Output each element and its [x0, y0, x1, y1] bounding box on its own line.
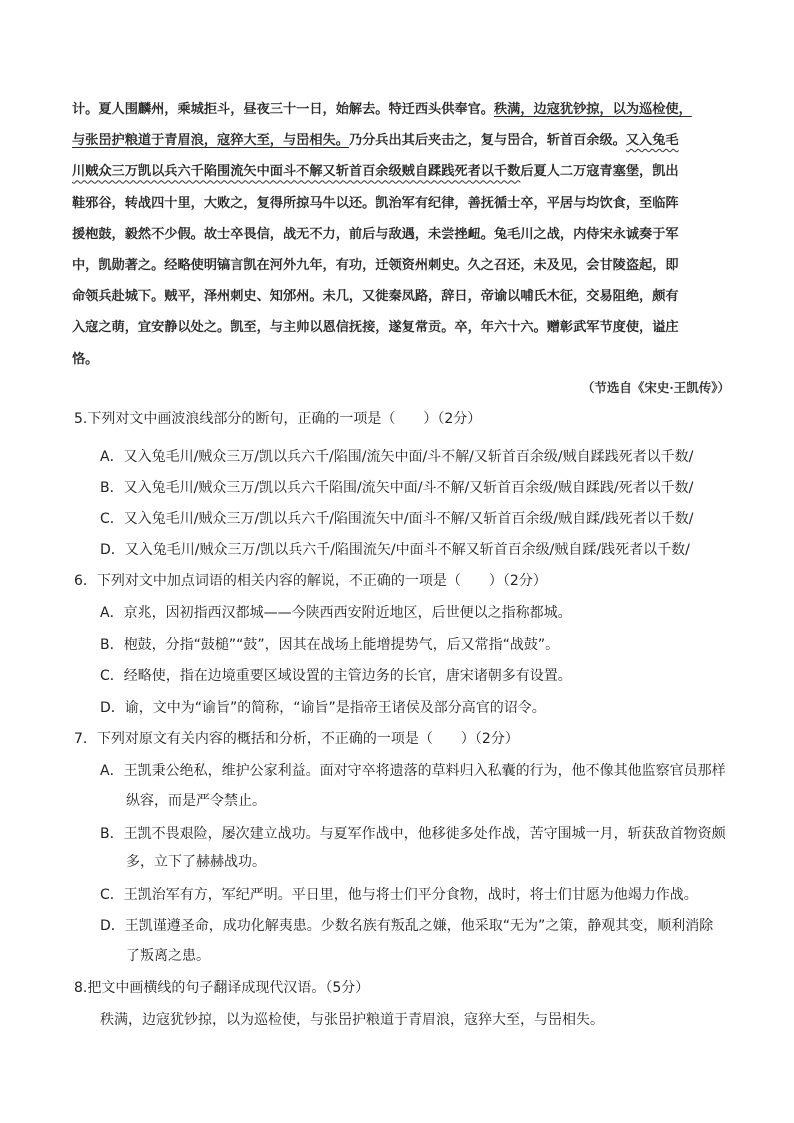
question-7-option-a-continued: 纵容，而是严令禁止。 [126, 793, 266, 809]
question-5-option-a[interactable]: A．又入兔毛川/贼众三万/凯以兵六千/陷围/流矢中面/斗不解/又斩首百余级/贼自蹂践死者以千数/ [100, 449, 694, 465]
passage-line [72, 344, 730, 375]
question-7-stem: 7．下列对原文有关内容的概括和分析，不正确的一项是（ ）（2分） [74, 731, 519, 747]
question-6-option-c[interactable]: C．经略使，指在边境重要区域设置的主管边务的长官，唐宋诸朝多有设置。 [100, 668, 572, 684]
question-6-stem: 6．下列对文中加点词语的相关内容的解说，不正确的一项是（ ）（2分） [74, 573, 547, 589]
question-5-option-d[interactable]: D．又入兔毛川/贼众三万/凯以兵六千/陷围流矢/中面斗不解又斩首百余级/贼自蹂/践死者以千数/ [100, 542, 690, 558]
passage-line [72, 312, 730, 343]
passage-line [72, 125, 730, 156]
passage-line [72, 156, 730, 187]
question-7-option-d-continued: 了叛离之患。 [126, 948, 210, 964]
question-7-option-a[interactable]: A．王凯秉公绝私，维护公家利益。面对守卒将遗落的草料归入私囊的行为，他不像其他监察官员那样 [100, 763, 726, 779]
passage-line [72, 188, 730, 219]
passage-line [72, 281, 730, 312]
question-6-option-d[interactable]: D．谕，文中为“谕旨”的简称，“谕旨”是指帝王诸侯及部分高官的诏令。 [100, 700, 546, 716]
passage-text: 乃分兵出其后夹击之，复与岊合，斩首百余级。 [348, 133, 626, 149]
passage-text: 计。夏人围麟州，乘城拒斗，昼夜三十一日，始解去。特迁西头供奉官。 [72, 102, 494, 117]
passage-text: 命领兵赴城下。贼平，泽州刺史、知邠州。未几，又徙秦凤路，辞日，帝谕以哺氏木征，交易阻绝，颇有 [72, 289, 679, 305]
wavy-underlined-sentence: 又入兔毛 [625, 133, 679, 149]
question-6-option-b[interactable]: B．枹鼓，分指“鼓槌”“鼓”，因其在战场上能增提势气，后又常指“战鼓”。 [100, 637, 560, 653]
question-6-option-a[interactable]: A．京兆，因初指西汉都城——今陕西西安附近地区，后世便以之指称都城。 [100, 605, 572, 621]
passage-text: 中，凯勋著之。经略使明镐言凯在河外九年，有功，迁领资州刺史。久之召还，未及见，会甘陵盗起，即 [72, 257, 679, 273]
passage-line [72, 94, 730, 125]
question-7-option-b[interactable]: B．王凯不畏艰险，屡次建立战功。与夏军作战中，他移徙多处作战，苦守围城一月，斩获敌首物资颇 [100, 826, 726, 842]
passage-text: 鞋邪谷，转战四十里，大败之，复得所掠马牛以还。凯治军有纪律，善抚循士卒，平居与均饮食，至临阵 [72, 195, 679, 211]
question-5-option-b[interactable]: B．又入兔毛川/贼众三万/凯以兵六千陷围/流矢中面/斗不解/又斩首百余级/贼自蹂践/死者以千数/ [100, 480, 694, 496]
passage-line [72, 219, 730, 250]
question-7-option-d[interactable]: D．王凯谨遵圣命，成功化解夷患。少数名族有叛乱之嫌，他采取“无为”之策，静观其变，顺利消除 [100, 918, 714, 934]
classical-passage [72, 94, 730, 375]
question-8-sentence: 秩满，边寇犹钞掠，以为巡检使，与张岊护粮道于青眉浪，寇猝大至，与岊相失。 [100, 1012, 604, 1028]
question-7-option-c[interactable]: C．王凯治军有方，军纪严明。平日里，他与将士们平分食物，战时，将士们甘愿为他竭力作战。 [100, 887, 698, 903]
question-8-stem: 8.把文中画横线的句子翻译成现代汉语。（5分） [74, 980, 370, 996]
passage-source: （节选自《宋史·王凯传》） [581, 380, 730, 395]
passage-text: 入寇之萌，宜安静以处之。凯至，与主帅以恩信抚接，遂复常贡。卒，年六十六。赠彰武军节度使，谥庄 [72, 320, 679, 336]
question-5-option-c[interactable]: C．又入兔毛川/贼众三万/凯以兵六千/陷围流矢中/面斗不解/又斩首百余级/贼自蹂/践死者以千数/ [100, 511, 694, 527]
passage-text: 援枹鼓，毅然不少假。故士卒畏信，战无不力，前后与敌遇，未尝挫衄。兔毛川之战，内侍宋永诚奏于军 [72, 226, 679, 242]
underlined-sentence: 与张岊护粮道于青眉浪，寇猝大至，与岊相失。 [72, 133, 349, 149]
passage-line [72, 250, 730, 281]
passage-text: 后夏人二万寇青塞堡，凯出 [520, 164, 679, 180]
question-5-stem: 5.下列对文中画波浪线部分的断句，正确的一项是（ ）（2分） [74, 411, 482, 427]
question-7-option-b-continued: 多，立下了赫赫战功。 [126, 854, 266, 870]
underlined-sentence: 秩满，边寇犹钞掠，以为巡检使， [494, 102, 692, 117]
wavy-underlined-sentence: 川贼众三万凯以兵六千陷围流矢中面斗不解又斩首百余级贼自蹂践死者以千数 [72, 164, 521, 180]
passage-text: 恪。 [72, 351, 99, 367]
